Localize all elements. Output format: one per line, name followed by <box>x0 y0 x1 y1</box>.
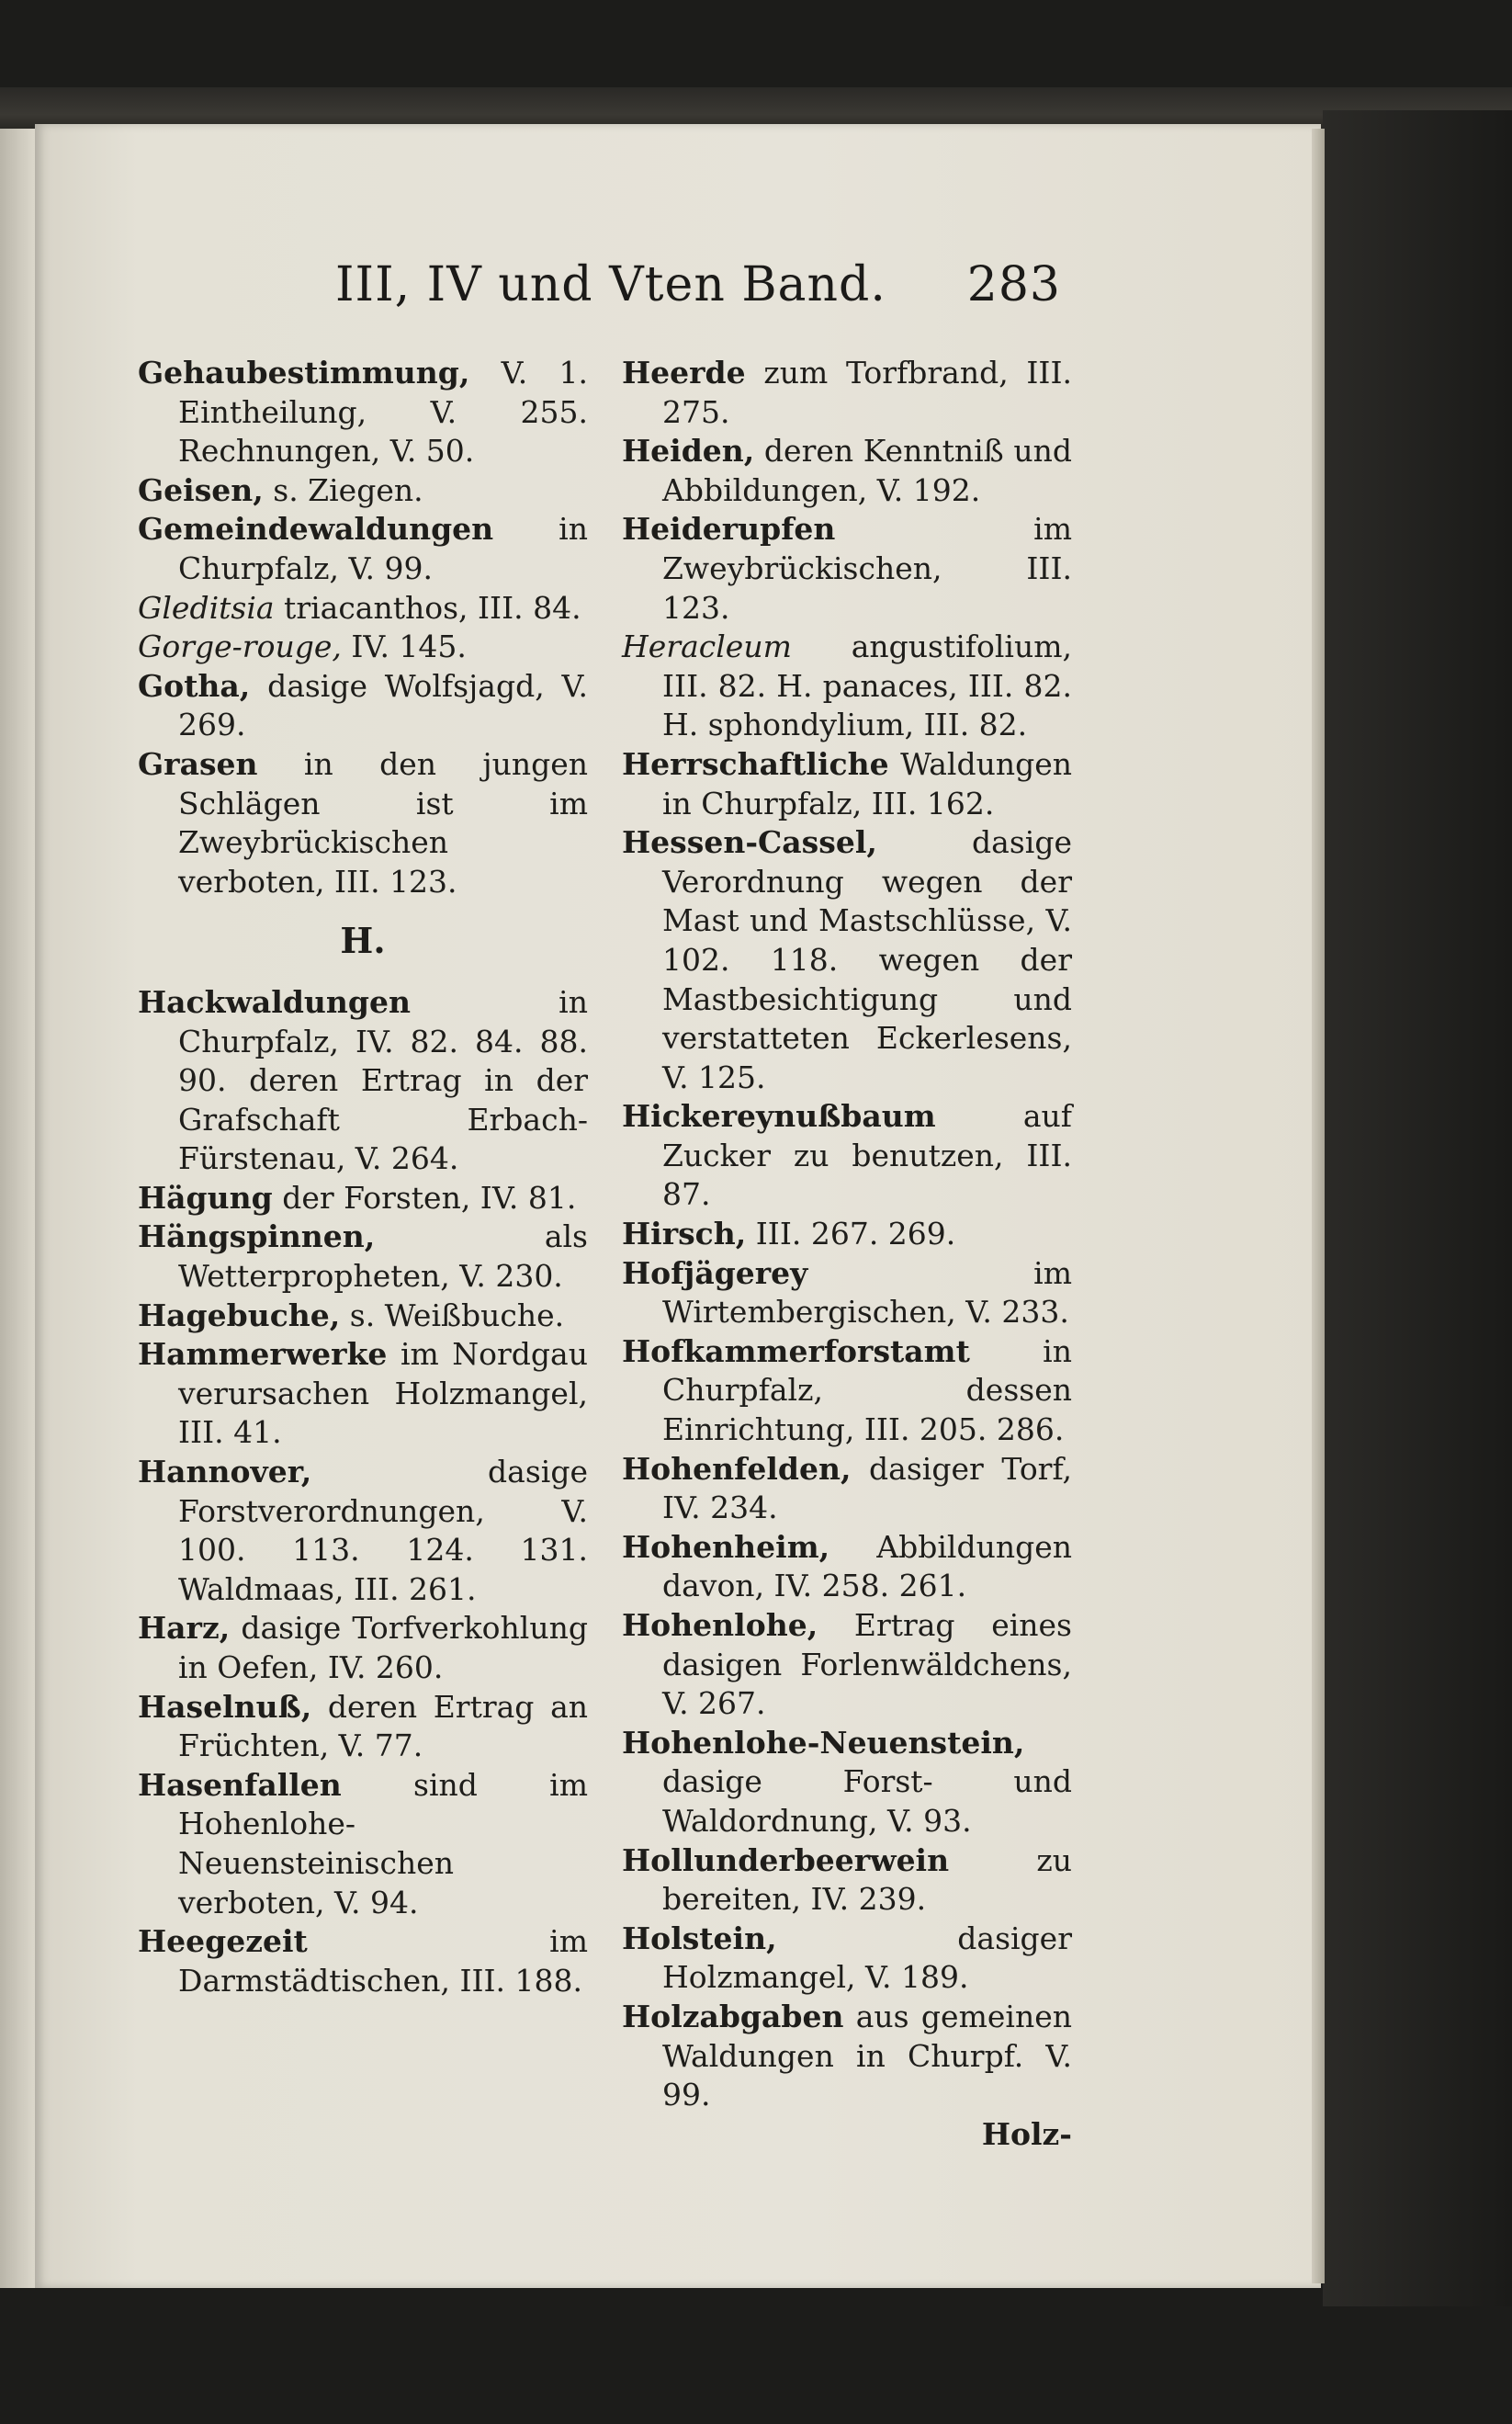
entry-text: in Churpfalz, IV. 82. 84. 88. 90. deren Ertrag in der Grafschaft Erbach-Fürstenau, V. 264. <box>178 983 588 1177</box>
entry-headword: Hohenfelden, <box>622 1450 852 1487</box>
index-column-left <box>138 354 588 2000</box>
entry-text: im Zweybrückischen, III. 123. <box>662 511 1072 626</box>
entry-text: III. 267. 269. <box>746 1216 956 1252</box>
entry-text: auf Zucker zu benutzen, III. 87. <box>662 1098 1072 1213</box>
entry-text: triacanthos, III. 84. <box>274 589 581 626</box>
index-entry <box>622 823 1072 1097</box>
running-head-title: III, IV und Vten Band. <box>335 257 886 312</box>
entry-headword: Hohenheim, <box>622 1528 830 1565</box>
index-entry <box>622 1528 1072 1606</box>
entry-headword: Heiden, <box>622 433 755 470</box>
entry-headword: Heiderupfen <box>622 511 836 548</box>
entry-text: dasiger Torf, IV. 234. <box>662 1450 1072 1526</box>
entry-text: in Churpfalz, V. 99. <box>178 511 588 586</box>
index-entry <box>138 667 588 745</box>
entry-headword: Hickereynußbaum <box>622 1098 936 1135</box>
entry-text: aus gemeinen Waldungen in Churpf. V. 99. <box>662 1998 1072 2113</box>
index-entry <box>622 1920 1072 1998</box>
page-fore-edge <box>1312 129 1325 2283</box>
entry-text: zum Torfbrand, III. 275. <box>662 355 1072 430</box>
index-entry <box>138 589 588 629</box>
index-column-right <box>622 354 1072 2154</box>
index-entry <box>138 1335 588 1453</box>
entry-headword: Hollunderbeerwein <box>622 1841 950 1878</box>
running-head <box>335 257 1061 322</box>
index-entry <box>138 1297 588 1336</box>
entry-headword: Hofkammerforstamt <box>622 1332 970 1369</box>
entry-headword: Gotha, <box>138 667 251 704</box>
entry-headword: Gorge-rouge, <box>138 629 342 665</box>
entry-headword: Hackwaldungen <box>138 983 411 1020</box>
index-entry <box>622 1998 1072 2115</box>
index-entry <box>622 1606 1072 1724</box>
index-entry <box>138 983 588 1179</box>
entry-text: dasige Verordnung wegen der Mast und Mastschlüsse, V. 102. 118. wegen der Mastbesichtigung und verstatteten Eckerlesens, V. 125. <box>662 824 1072 1095</box>
entry-headword: Gleditsia <box>138 589 275 626</box>
index-entry <box>138 471 588 511</box>
entry-headword: Hasenfallen <box>138 1766 342 1803</box>
entry-text: im Darmstädtischen, III. 188. <box>178 1923 588 1999</box>
entry-text: s. Weißbuche. <box>340 1297 565 1333</box>
entry-text: im Wirtembergischen, V. 233. <box>662 1254 1072 1331</box>
entry-text: IV. 145. <box>341 629 467 665</box>
entry-text: deren Kenntniß und Abbildungen, V. 192. <box>662 433 1072 508</box>
entry-headword: Heracleum <box>622 629 792 665</box>
entry-headword: Herrschaftliche <box>622 745 889 782</box>
entry-text: dasige Wolfsjagd, V. 269. <box>178 667 588 743</box>
index-entry <box>138 510 588 588</box>
index-entry <box>138 1922 588 2000</box>
index-entry <box>622 745 1072 823</box>
entry-headword: Hessen-Cassel, <box>622 824 877 861</box>
entry-headword: Holzabgaben <box>622 1998 844 2034</box>
book-cover-right-edge <box>1323 110 1512 2306</box>
entry-text: als Wetterpropheten, V. 230. <box>178 1218 588 1295</box>
facing-page-edge <box>0 129 35 2288</box>
entry-headword: Grasen <box>138 745 258 782</box>
entry-headword: Hirsch, <box>622 1216 747 1252</box>
index-entry <box>622 1254 1072 1332</box>
index-entry <box>622 1215 1072 1254</box>
index-entry <box>138 354 588 471</box>
entry-headword: Hofjägerey <box>622 1254 808 1291</box>
index-entry <box>622 510 1072 628</box>
index-entry <box>622 354 1072 432</box>
entry-headword: Geisen, <box>138 471 264 508</box>
index-entry <box>622 1332 1072 1450</box>
index-entry <box>138 1688 588 1766</box>
index-entry <box>138 1179 588 1218</box>
page-number: 283 <box>966 257 1061 312</box>
index-entry <box>138 628 588 667</box>
entry-headword: Hohenlohe-Neuenstein, <box>622 1724 1025 1761</box>
index-entry <box>138 745 588 901</box>
entry-text: dasige Torfverkohlung in Oefen, IV. 260. <box>178 1610 588 1685</box>
entry-text: dasige Forstverordnungen, V. 100. 113. 124. 131. Waldmaas, III. 261. <box>178 1454 588 1607</box>
entry-headword: Hannover, <box>138 1454 312 1490</box>
entry-text: deren Ertrag an Früchten, V. 77. <box>178 1688 588 1764</box>
index-entry <box>622 1724 1072 1841</box>
entry-headword: Hägung <box>138 1179 273 1216</box>
entry-headword: Hammerwerke <box>138 1336 388 1373</box>
index-entry <box>622 432 1072 510</box>
entry-headword: Hohenlohe, <box>622 1607 818 1643</box>
entry-text: sind im Hohenlohe-Neuensteinischen verboten, V. 94. <box>178 1766 588 1920</box>
entry-text: Abbildungen davon, IV. 258. 261. <box>662 1528 1072 1604</box>
index-entry <box>138 1218 588 1296</box>
entry-text: dasige Forst- und Waldordnung, V. 93. <box>662 1763 1072 1839</box>
entry-headword: Hagebuche, <box>138 1297 341 1333</box>
entry-text: in den jungen Schlägen ist im Zweybrückischen verboten, III. 123. <box>178 745 588 900</box>
index-entry <box>138 1766 588 1922</box>
entry-headword: Heegezeit <box>138 1923 308 1960</box>
entry-text: in Churpfalz, dessen Einrichtung, III. 205. 286. <box>662 1332 1072 1448</box>
index-entry <box>622 1841 1072 1920</box>
entry-text: Ertrag eines dasigen Forlenwäldchens, V. 267. <box>662 1607 1072 1722</box>
entry-text: der Forsten, IV. 81. <box>272 1179 577 1216</box>
entry-text: dasiger Holzmangel, V. 189. <box>662 1920 1072 1996</box>
entry-text: s. Ziegen. <box>263 471 423 508</box>
entry-headword: Heerde <box>622 355 746 391</box>
entry-headword: Gemeindewaldungen <box>138 511 494 548</box>
entry-headword: Harz, <box>138 1610 231 1647</box>
entry-headword: Gehaubestimmung, <box>138 355 470 391</box>
entry-headword: Hängspinnen, <box>138 1218 376 1255</box>
index-entry <box>622 1097 1072 1215</box>
entry-headword: Haselnuß, <box>138 1688 312 1725</box>
catchword: Holz- <box>981 2115 1072 2152</box>
index-entry <box>138 1453 588 1609</box>
entry-text: im Nordgau verursachen Holzmangel, III. 41. <box>178 1336 588 1451</box>
index-entry <box>138 1609 588 1687</box>
entry-text: zu bereiten, IV. 239. <box>662 1841 1072 1918</box>
entry-text: angustifolium, III. 82. H. panaces, III. 82. H. sphondylium, III. 82. <box>662 629 1072 743</box>
entry-headword: Holstein, <box>622 1920 777 1956</box>
index-entry <box>622 1450 1072 1528</box>
entry-text: V. 1. Eintheilung, V. 255. Rechnungen, V. 50. <box>178 355 588 470</box>
entry-text: Waldungen in Churpfalz, III. 162. <box>662 745 1072 821</box>
index-entry <box>622 628 1072 745</box>
section-letter: H. <box>340 920 386 962</box>
